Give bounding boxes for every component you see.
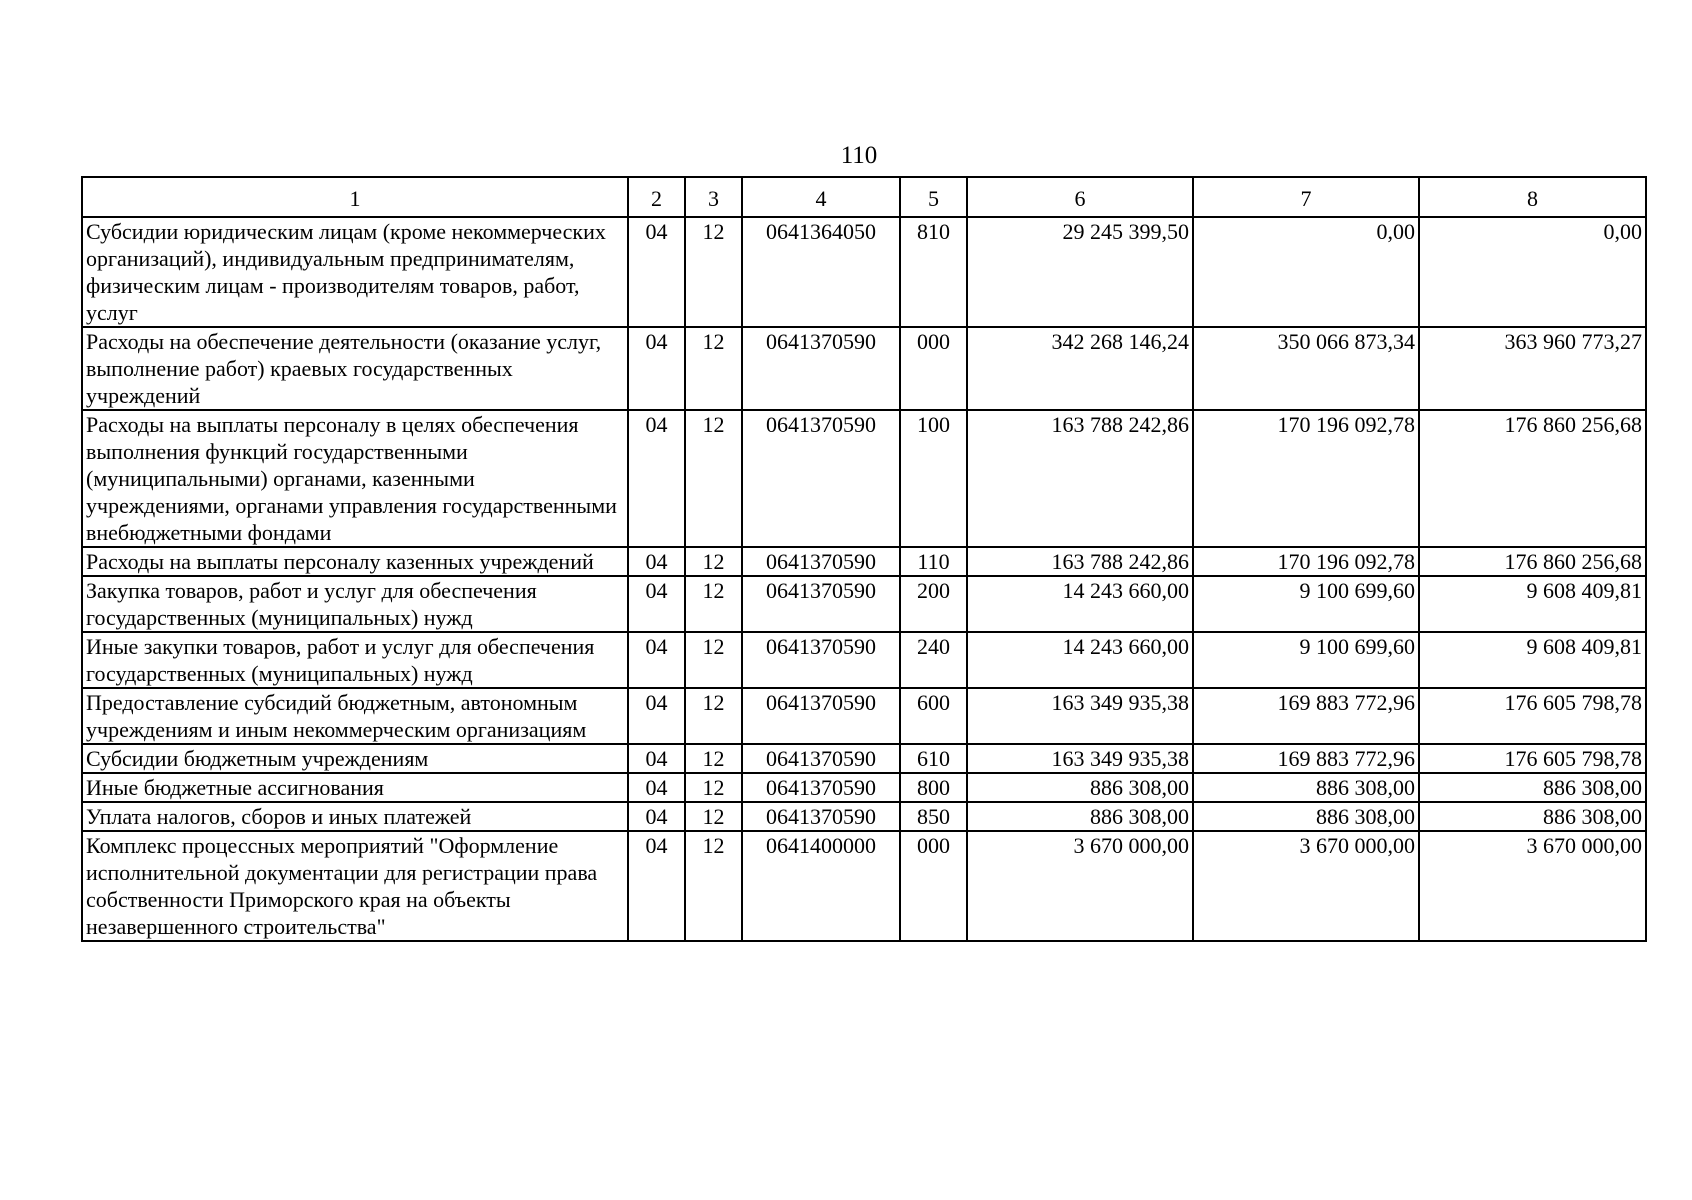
row-name: Иные закупки товаров, работ и услуг для обеспечения государственных (муниципальных) нужд (82, 632, 628, 688)
row-amount-col6: 886 308,00 (967, 802, 1193, 831)
row-subsection: 12 (685, 576, 742, 632)
row-subsection: 12 (685, 688, 742, 744)
row-name: Уплата налогов, сборов и иных платежей (82, 802, 628, 831)
row-amount-col7: 350 066 873,34 (1193, 327, 1419, 410)
row-amount-col8: 176 605 798,78 (1419, 688, 1646, 744)
row-section: 04 (628, 831, 685, 941)
row-subsection: 12 (685, 744, 742, 773)
header-col-7: 7 (1193, 177, 1419, 217)
row-section: 04 (628, 744, 685, 773)
row-amount-col7: 3 670 000,00 (1193, 831, 1419, 941)
table-row (82, 773, 1646, 802)
row-subsection: 12 (685, 217, 742, 327)
row-subsection: 12 (685, 831, 742, 941)
row-amount-col7: 886 308,00 (1193, 773, 1419, 802)
row-section: 04 (628, 773, 685, 802)
row-subsection: 12 (685, 327, 742, 410)
row-subsection: 12 (685, 802, 742, 831)
row-target-code: 0641370590 (742, 410, 900, 547)
row-amount-col7: 886 308,00 (1193, 802, 1419, 831)
row-target-code: 0641370590 (742, 802, 900, 831)
row-subsection: 12 (685, 547, 742, 576)
row-name: Предоставление субсидий бюджетным, автономным учреждениям и иным некоммерческим организациям (82, 688, 628, 744)
row-amount-col8: 363 960 773,27 (1419, 327, 1646, 410)
row-amount-col8: 9 608 409,81 (1419, 576, 1646, 632)
row-amount-col7: 170 196 092,78 (1193, 410, 1419, 547)
header-col-5: 5 (900, 177, 967, 217)
row-amount-col6: 163 349 935,38 (967, 688, 1193, 744)
row-amount-col6: 163 788 242,86 (967, 410, 1193, 547)
table-row (82, 632, 1646, 688)
page-number: 110 (840, 142, 878, 169)
row-amount-col6: 163 349 935,38 (967, 744, 1193, 773)
row-amount-col8: 176 605 798,78 (1419, 744, 1646, 773)
row-target-code: 0641370590 (742, 773, 900, 802)
header-col-3: 3 (685, 177, 742, 217)
header-col-4: 4 (742, 177, 900, 217)
row-expense-type: 110 (900, 547, 967, 576)
row-expense-type: 000 (900, 831, 967, 941)
table-row (82, 831, 1646, 941)
row-section: 04 (628, 688, 685, 744)
row-section: 04 (628, 547, 685, 576)
header-col-2: 2 (628, 177, 685, 217)
header-row (82, 177, 1646, 217)
row-target-code: 0641370590 (742, 744, 900, 773)
row-expense-type: 240 (900, 632, 967, 688)
row-name: Расходы на обеспечение деятельности (оказание услуг, выполнение работ) краевых государственных учреждений (82, 327, 628, 410)
row-amount-col6: 29 245 399,50 (967, 217, 1193, 327)
row-target-code: 0641370590 (742, 688, 900, 744)
row-amount-col8: 176 860 256,68 (1419, 547, 1646, 576)
row-section: 04 (628, 802, 685, 831)
row-name: Комплекс процессных мероприятий "Оформление исполнительной документации для регистрации права собственности Приморского края на объекты незавершенного строительства" (82, 831, 628, 941)
row-subsection: 12 (685, 632, 742, 688)
row-amount-col7: 0,00 (1193, 217, 1419, 327)
row-target-code: 0641370590 (742, 327, 900, 410)
table-row (82, 327, 1646, 410)
row-amount-col7: 170 196 092,78 (1193, 547, 1419, 576)
row-amount-col7: 169 883 772,96 (1193, 744, 1419, 773)
row-subsection: 12 (685, 773, 742, 802)
row-name: Закупка товаров, работ и услуг для обеспечения государственных (муниципальных) нужд (82, 576, 628, 632)
row-target-code: 0641364050 (742, 217, 900, 327)
row-amount-col8: 886 308,00 (1419, 773, 1646, 802)
row-amount-col6: 14 243 660,00 (967, 632, 1193, 688)
row-amount-col6: 14 243 660,00 (967, 576, 1193, 632)
row-expense-type: 600 (900, 688, 967, 744)
budget-table (81, 176, 1647, 942)
row-section: 04 (628, 217, 685, 327)
row-amount-col8: 886 308,00 (1419, 802, 1646, 831)
row-section: 04 (628, 327, 685, 410)
row-section: 04 (628, 410, 685, 547)
row-amount-col8: 0,00 (1419, 217, 1646, 327)
row-target-code: 0641370590 (742, 632, 900, 688)
row-name: Субсидии юридическим лицам (кроме некоммерческих организаций), индивидуальным предпринимателям, физическим лицам - производителям товаров, работ, услуг (82, 217, 628, 327)
row-expense-type: 850 (900, 802, 967, 831)
table-row (82, 217, 1646, 327)
row-name: Иные бюджетные ассигнования (82, 773, 628, 802)
row-amount-col7: 9 100 699,60 (1193, 632, 1419, 688)
row-amount-col6: 886 308,00 (967, 773, 1193, 802)
row-amount-col6: 163 788 242,86 (967, 547, 1193, 576)
row-expense-type: 200 (900, 576, 967, 632)
row-amount-col8: 3 670 000,00 (1419, 831, 1646, 941)
row-expense-type: 800 (900, 773, 967, 802)
table-row (82, 802, 1646, 831)
row-amount-col8: 176 860 256,68 (1419, 410, 1646, 547)
row-amount-col6: 342 268 146,24 (967, 327, 1193, 410)
table-row (82, 547, 1646, 576)
row-expense-type: 610 (900, 744, 967, 773)
row-target-code: 0641400000 (742, 831, 900, 941)
header-col-1: 1 (82, 177, 628, 217)
row-expense-type: 810 (900, 217, 967, 327)
row-subsection: 12 (685, 410, 742, 547)
row-amount-col8: 9 608 409,81 (1419, 632, 1646, 688)
row-amount-col7: 9 100 699,60 (1193, 576, 1419, 632)
header-col-6: 6 (967, 177, 1193, 217)
row-name: Субсидии бюджетным учреждениям (82, 744, 628, 773)
row-section: 04 (628, 576, 685, 632)
row-section: 04 (628, 632, 685, 688)
table-row (82, 688, 1646, 744)
table-row (82, 744, 1646, 773)
row-amount-col6: 3 670 000,00 (967, 831, 1193, 941)
row-name: Расходы на выплаты персоналу в целях обеспечения выполнения функций государственными (муниципальными) органами, казенными учреждениями, органами управления государственными внебюджетными фондами (82, 410, 628, 547)
row-amount-col7: 169 883 772,96 (1193, 688, 1419, 744)
table-row (82, 410, 1646, 547)
row-name: Расходы на выплаты персоналу казенных учреждений (82, 547, 628, 576)
row-expense-type: 000 (900, 327, 967, 410)
header-col-8: 8 (1419, 177, 1646, 217)
row-target-code: 0641370590 (742, 547, 900, 576)
table-row (82, 576, 1646, 632)
row-target-code: 0641370590 (742, 576, 900, 632)
row-expense-type: 100 (900, 410, 967, 547)
